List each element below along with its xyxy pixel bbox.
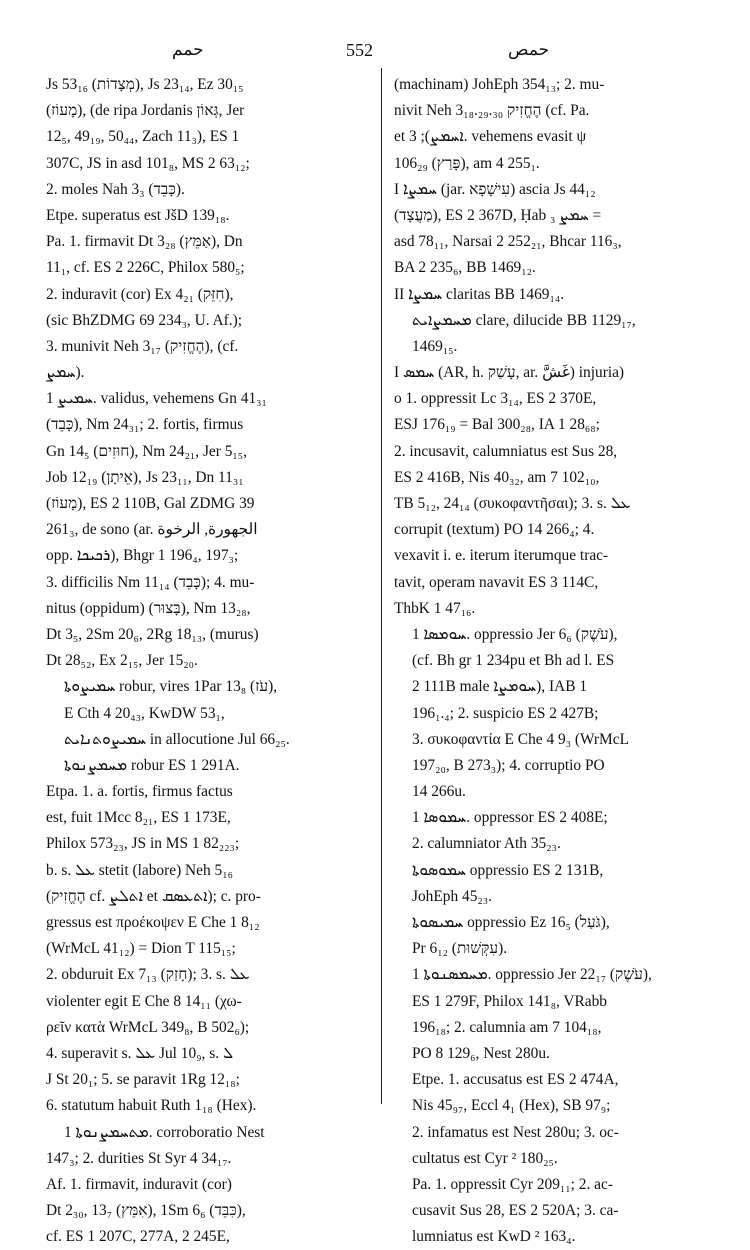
entry-line: ρεῖν κατὰ WrMcL 349₈, B 502₆); [46, 1018, 250, 1036]
entry-line: ܚܡܝܨ 1. validus, vehemens Gn 41₃₁ [46, 390, 267, 408]
entry-line: lumniatus est KwD ² 163₄. [412, 1228, 576, 1246]
entry-line: 12₅, 49₁₉, 50₄₄, Zach 11₃), ES 1 [46, 128, 240, 146]
entry-line: (sic BhZDMG 69 234₃, U. Af.); [46, 311, 243, 329]
entry-line: 3. συκοφαντία E Che 4 9₃ (WrMcL [412, 730, 629, 748]
entry-line: tavit, operam navavit ES 3 114C, [394, 573, 599, 591]
entry-line: Af. 1. firmavit, induravit (cor) [46, 1175, 232, 1193]
entry-line: ܡܬܚܡܨܢܘܬܐ 1. corroboratio Nest [64, 1123, 265, 1141]
entry-line: ܚܘܡܣܐ 1. oppressio Jer 6₆ (עֹשֶׁק), [412, 625, 618, 643]
entry-line: (מָעוֹז), (de ripa Jordanis גְּאוֹן, Jer [46, 102, 245, 120]
entry-line: 147₃; 2. durities St Syr 4 34₁₇. [46, 1149, 232, 1167]
entry-line: ܚܡܘܣܘܬܐ oppressio ES 2 131B, [412, 861, 604, 879]
entry-line: Gn 14₅ (חוּזִים), Nm 24₂₁, Jer 5₁₅, [46, 442, 248, 460]
entry-line: et ܐܚܡܨ); 3. vehemens evasit ψ [394, 128, 587, 146]
entry-line: PO 8 129₆, Nest 280u. [412, 1044, 550, 1062]
entry-line: (הֶחֱזִיק cf. ܐܬܠܨ et ܐܬܥܣܩ); c. pro- [46, 887, 261, 905]
entry-line: nitus (oppidum) (בָּצוּר), Nm 13₂₈, [46, 599, 251, 617]
entry-line: II ܚܡܨܐ claritas BB 1469₁₄. [394, 285, 565, 303]
entry-line: Pa. 1. firmavit Dt 3₂₈ (אַמֵּץ), Dn [46, 233, 243, 251]
entry-line: violenter egit E Che 8 14₁₁ (χω- [46, 992, 242, 1010]
entry-line: Pa. 1. oppressit Cyr 209₁₁; 2. ac- [412, 1175, 613, 1193]
entry-line: Dt 3₅, 2Sm 20₆, 2Rg 18₁₃, (murus) [46, 625, 259, 643]
entry-line: 307C, JS in asd 101₈, MS 2 63₁₂; [46, 154, 250, 172]
entry-line: (מָעוֹז), ES 2 110B, Gal ZDMG 39 [46, 495, 255, 512]
entry-line: 196₁.₄; 2. suspicio ES 2 427B; [412, 704, 599, 722]
entry-line: 2. induravit (cor) Ex 4₂₁ (חִזֵּק), [46, 285, 234, 303]
entry-line: nivit Neh 3₁₈.₂₉.₃₀ הֶחֱזִיק (cf. Pa. [394, 102, 590, 120]
entry-line: ܚܡܝܨܘܬܢܐܝܬ in allocutione Jul 66₂₅. [64, 730, 290, 748]
entry-line: (cf. Bh gr 1 234pu et Bh ad l. ES [412, 652, 615, 670]
entry-line: 196₁₈; 2. calumnia am 7 104₁₈, [412, 1018, 602, 1036]
entry-line: est, fuit 1Mcc 8₂₁, ES 1 173E, [46, 809, 231, 827]
entry-line: Dt 2₃₀, 13₇ (אִמֵּץ), 1Sm 6₆ (כִּבֵּד), [46, 1202, 246, 1220]
entry-line: J St 20₁; 5. se paravit 1Rg 12₁₈; [46, 1071, 240, 1089]
entry-line: ES 2 416B, Nis 40₃₂, am 7 102₁₀, [394, 468, 600, 486]
entry-line: gressus est προέκοψεν E Che 1 8₁₂ [46, 914, 260, 931]
entry-line: 2. obduruit Ex 7₁₃ (חָזַק); 3. s. ܥܠ [46, 966, 250, 984]
left-column [46, 72, 371, 1250]
entry-line: 2. moles Nah 3₃ (כָּבֵד). [46, 180, 185, 198]
entry-line: 4. superavit s. ܥܠ Jul 10₉, s. ܠ [46, 1044, 233, 1062]
entry-line: Job 12₁₉ (אֵיתָן), Js 23₁₁, Dn 11₃₁ [46, 468, 244, 486]
entry-line: BA 2 235₆, BB 1469₁₂. [394, 259, 536, 277]
entry-line: b. s. ܥܠ stetit (labore) Neh 5₁₆ [46, 861, 233, 879]
entry-line: vexavit i. e. iterum iterumque trac- [394, 547, 609, 565]
entry-line: ܡܚܡܨܢܘܬܐ robur ES 1 291A. [64, 756, 240, 774]
entry-line: Nis 45₉₇, Eccl 4₁ (Hex), SB 97₉; [412, 1097, 611, 1115]
entry-line: Js 53₁₆ (מְצָדוֹת), Js 23₁₄, Ez 30₁₅ [46, 76, 244, 93]
entry-line: (WrMcL 41₁₂) = Dion T 115₁₅; [46, 940, 236, 958]
entry-line: I ܚܡܨܐ (jar. עִישָׁפָא) ascia Js 44₁₂ [394, 180, 596, 198]
entry-line: ܚܡܘܣܐ 1. oppressor ES 2 408E; [412, 809, 608, 827]
entry-line: TB 5₁₂, 24₁₄ (συκοφαντῆσαι); 3. s. ܥܠ [394, 495, 631, 512]
entry-line: Etpa. 1. a. fortis, firmus factus [46, 783, 233, 801]
entry-line: ܡܚܡܣܢܘܬܐ 1. oppressio Jer 22₁₇ (עֹשֶׁק), [412, 966, 652, 984]
entry-line: 106₂₉ (פָּרַץ), am 4 255₁. [394, 154, 540, 172]
entry-line: (מַעֲצָד), ES 2 367D, Ḥab ܚܡܨ ₃ = [394, 206, 602, 224]
entry-line: Etpe. 1. accusatus est ES 2 474A, [412, 1071, 619, 1089]
entry-line: cusavit Sus 28, ES 2 520A; 3. ca- [412, 1202, 619, 1220]
entry-line: 2 111B male ܚܘܡܨܐ), IAB 1 [412, 678, 588, 696]
entry-line: o 1. oppressit Lc 3₁₄, ES 2 370E, [394, 390, 597, 408]
entry-line: Pr 6₁₂ (עִקְּשׁוּת). [412, 940, 508, 958]
entry-line: 3. difficilis Nm 11₁₄ (כָּבֵד); 4. mu- [46, 573, 255, 591]
entry-line: cf. ES 1 207C, 277A, 2 245E, [46, 1228, 230, 1246]
entry-line: ܚܡܝܨܘܬܐ robur, vires 1Par 13₈ (עֹז), [64, 678, 278, 696]
entry-line: 2. calumniator Ath 35₂₃. [412, 835, 561, 853]
entry-line: I ܚܡܣ (AR, h. עָשַׁק, ar. غَشَّ) injuria) [394, 364, 625, 382]
entry-line: cultatus est Cyr ² 180₂₅. [412, 1149, 558, 1167]
right-column [394, 72, 724, 1250]
left-catchword: حمم [172, 40, 204, 59]
entry-line: 3. munivit Neh 3₁₇ (הֶחֱזִיק), (cf. [46, 337, 239, 355]
entry-line: asd 78₁₁, Narsai 2 252₂₁, Bhcar 116₃, [394, 233, 622, 251]
entry-line: 1469₁₅. [412, 337, 458, 355]
entry-line: 261₃, de sono (ar. الجهورة, الرخوة [46, 521, 258, 539]
page-number: 552 [346, 40, 373, 60]
entry-line: 6. statutum habuit Ruth 1₁₈ (Hex). [46, 1097, 257, 1115]
entry-line: opp. ܪܟܝܟܐ), Bhgr 1 196₄, 197₃; [46, 547, 239, 565]
entry-line: ܚܡܨ). [46, 364, 85, 382]
entry-line: ThbK 1 47₁₆. [394, 599, 476, 617]
entry-line: (כָּבֵד), Nm 24₃₁; 2. fortis, firmus [46, 416, 244, 434]
entry-line: JohEph 45₂₃. [412, 887, 492, 905]
entry-line: ܚܡܝܣܘܬܐ oppressio Ez 16₅ (גֹּעַל), [412, 914, 610, 931]
column-divider [381, 68, 382, 1104]
entry-line: corrupit (textum) PO 14 266₄; 4. [394, 521, 595, 539]
entry-line: 2. incusavit, calumniatus est Sus 28, [394, 442, 618, 460]
entry-line: Philox 573₂₃, JS in MS 1 82₂₂₃; [46, 835, 240, 853]
entry-line: E Cth 4 20₄₃, KwDW 53₁, [64, 704, 225, 722]
right-catchword: حمص [508, 40, 550, 59]
entry-line: ܡܚܡܨܐܝܬ clare, dilucide BB 1129₁₇, [412, 311, 636, 329]
entry-line: ES 1 279F, Philox 141₈, VRabb [412, 992, 607, 1010]
entry-line: 14 266u. [412, 783, 466, 801]
entry-line: ESJ 176₁₉ = Bal 300₂₈, IA 1 28₆₈; [394, 416, 600, 434]
entry-line: Etpe. superatus est JšD 139₁₈. [46, 206, 230, 224]
entry-line: 197₂₀, B 273₃); 4. corruptio PO [412, 756, 605, 774]
entry-line: 11₁, cf. ES 2 226C, Philox 580₅; [46, 259, 245, 277]
entry-line: (machinam) JohEph 354₁₃; 2. mu- [394, 76, 605, 93]
entry-line: Dt 28₅₂, Ex 2₁₅, Jer 15₂₀. [46, 652, 198, 670]
entry-line: 2. infamatus est Nest 280u; 3. oc- [412, 1123, 619, 1141]
